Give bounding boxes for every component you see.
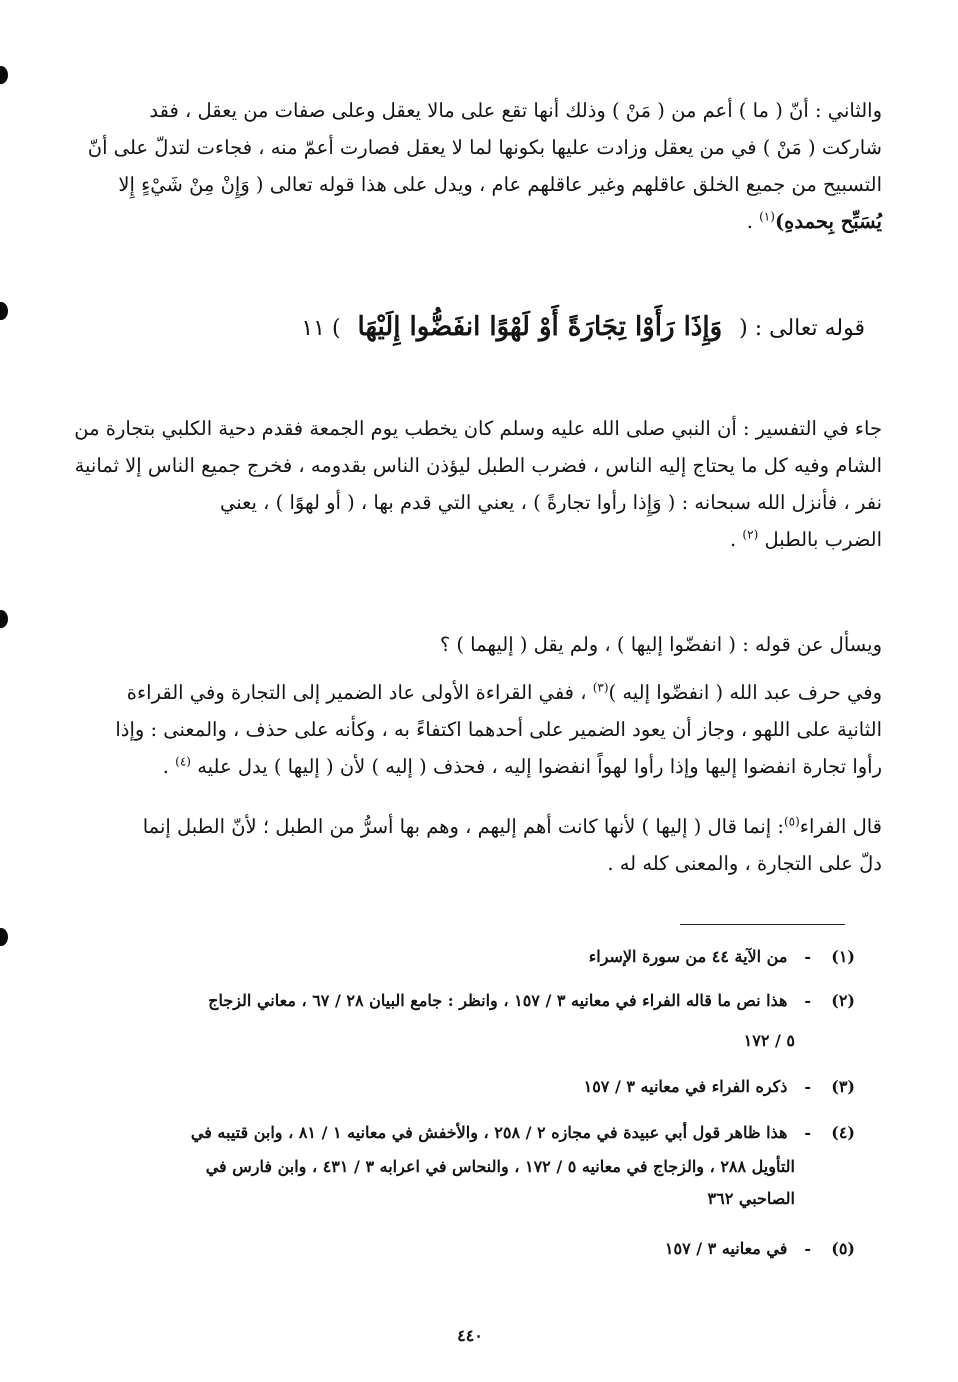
paragraph-4-line-1 <box>62 674 882 711</box>
paragraph-3-line-1: ويسأل عن قوله : ( انفضّوا إليها ) ، ولم يقل ( إليهما ) ؟ <box>439 633 882 656</box>
sentence-end: . <box>162 755 169 778</box>
footnote-dash: - <box>804 1123 811 1142</box>
footnote-2-continuation: ٥ / ١٧٢ <box>743 1031 795 1050</box>
footnote-5 <box>665 1230 855 1268</box>
binding-hole-mark <box>0 302 8 320</box>
paragraph-2-line-2: الشام وفيه كل ما يحتاج إليه الناس ، فضرب الطبل ليؤذن الناس بقدومه ، فخرج جميع الناس إلا ثمانية <box>74 454 882 477</box>
paragraph-4 <box>62 674 882 785</box>
footnote-separator <box>680 924 845 925</box>
footnote-text: هذا ظاهر قول أبي عبيدة في مجازه ٢ / ٢٥٨ ، والأخفش في معانيه ١ / ٨١ ، وابن قتيبه في <box>190 1123 788 1142</box>
paragraph-1-line-2: شاركت ( مَنْ ) في من يعقل وزادت عليها بكونها لما لا يعقل فصارت أعمّ منه ، فجاءت لتدلّ على أنّ <box>87 136 882 159</box>
footnote-4-continuation: التأويل ٢٨٨ ، والزجاج في معانيه ٥ / ١٧٢ ، والنحاس في اعرابه ٣ / ٤٣١ ، وابن فارس في <box>205 1157 795 1176</box>
binding-hole-mark <box>0 66 8 84</box>
paragraph-1-line-4 <box>62 203 882 240</box>
footnote-1 <box>589 938 855 976</box>
paragraph-5 <box>62 808 882 882</box>
footnote-number: (٢) <box>831 991 855 1010</box>
footnote-ref-3: (٣) <box>592 680 609 695</box>
verse-heading-suffix: ) ١١ <box>301 316 341 341</box>
binding-hole-mark <box>0 610 8 628</box>
verse-heading <box>300 302 865 354</box>
footnote-text: من الآية ٤٤ من سورة الإسراء <box>588 947 788 966</box>
footnote-2 <box>208 982 855 1020</box>
footnote-4 <box>191 1114 855 1152</box>
footnote-text: في معانيه ٣ / ١٥٧ <box>664 1239 788 1258</box>
footnote-dash: - <box>804 991 811 1010</box>
paragraph-4-line-3 <box>62 748 882 785</box>
paragraph-1-line-1: والثاني : أنّ ( ما ) أعم من ( مَنْ ) وذلك أنها تقع على مالا يعقل وعلى صفات من يعقل ، فقد <box>149 99 882 122</box>
footnote-dash: - <box>804 1077 811 1096</box>
paragraph-2 <box>62 410 882 558</box>
paragraph-4-line-1-end: ، ففي القراءة الأولى عاد الضمير إلى التجارة وفي القراءة <box>126 681 587 704</box>
paragraph-2-line-4-text: الضرب بالطبل <box>764 528 882 551</box>
paragraph-5-line-1 <box>62 808 882 845</box>
verse-heading-prefix: قوله تعالى : ( <box>739 316 865 341</box>
footnote-ref-5: (٥) <box>783 814 800 829</box>
paragraph-1-line-3: التسبيح من جميع الخلق عاقلهم وغير عاقلهم عام ، ويدل على هذا قوله تعالى ( وَإِنْ مِنْ شَيْءٍ إِلا <box>118 173 882 196</box>
page-number: ٤٤٠ <box>457 1326 483 1345</box>
binding-hole-mark <box>0 928 8 946</box>
paragraph-2-line-3: نفر ، فأنزل الله سبحانه : ( وَإِذا رأوا تجارةً ) ، يعني التي قدم بها ، ( أو لهوًا ) ، يعني <box>220 491 882 514</box>
paragraph-4-line-3-text: رأوا تجارة انفضوا إليها وإذا رأوا لهواً انفضوا إليه ، فحذف ( إليه ) لأن ( إليها ) يدل عليه <box>197 755 882 778</box>
paragraph-5-line-2: دلّ على التجارة ، والمعنى كله له . <box>607 852 882 875</box>
sentence-end: . <box>730 528 737 551</box>
sentence-end: . <box>746 210 753 233</box>
paragraph-2-line-1: جاء في التفسير : أن النبي صلى الله عليه وسلم كان يخطب يوم الجمعة فقدم دحية الكلبي بتجارة من <box>74 417 882 440</box>
paragraph-5-line-1-start: قال الفراء <box>799 815 882 838</box>
footnote-number: (٣) <box>831 1077 855 1096</box>
footnote-4-continuation-2: الصاحبي ٣٦٢ <box>707 1189 795 1208</box>
footnote-dash: - <box>804 1239 811 1258</box>
footnote-ref-1: (١) <box>759 209 775 224</box>
paragraph-5-line-1-end: : إنما قال ( إليها ) لأنها كانت أهم إليهم ، وهم بها أسرُّ من الطبل ؛ لأنّ الطبل إنما <box>142 815 784 838</box>
verse-heading-verse: وَإِذَا رَأَوْا تِجَارَةً أَوْ لَهْوًا انفَضُّوا إِلَيْهَا <box>357 312 723 342</box>
footnote-number: (٤) <box>831 1123 855 1142</box>
footnote-dash: - <box>804 947 811 966</box>
paragraph-2-line-4 <box>62 521 882 558</box>
footnote-number: (٥) <box>831 1239 855 1258</box>
paragraph-4-line-2: الثانية على اللهو ، وجاز أن يعود الضمير على أحدهما اكتفاءً به ، وكأنه على حذف ، والمعنى : وإذا <box>115 718 882 741</box>
footnote-ref-4: (٤) <box>175 754 191 769</box>
paragraph-3 <box>62 626 882 663</box>
paragraph-1 <box>62 92 882 240</box>
footnote-ref-2: (٢) <box>742 527 759 542</box>
footnote-text: ذكره الفراء في معانيه ٣ / ١٥٧ <box>583 1077 788 1096</box>
verse-quote: يُسَبِّح بِحمدهِ) <box>774 210 882 233</box>
footnote-3 <box>584 1068 855 1106</box>
footnote-text: هذا نص ما قاله الفراء في معانيه ٣ / ١٥٧ ، وانظر : جامع البيان ٢٨ / ٦٧ ، معاني الزجاج <box>208 991 788 1010</box>
paragraph-4-line-1-start: وفي حرف عبد الله ( انفضّوا إليه ) <box>608 681 882 704</box>
footnote-number: (١) <box>831 947 855 966</box>
